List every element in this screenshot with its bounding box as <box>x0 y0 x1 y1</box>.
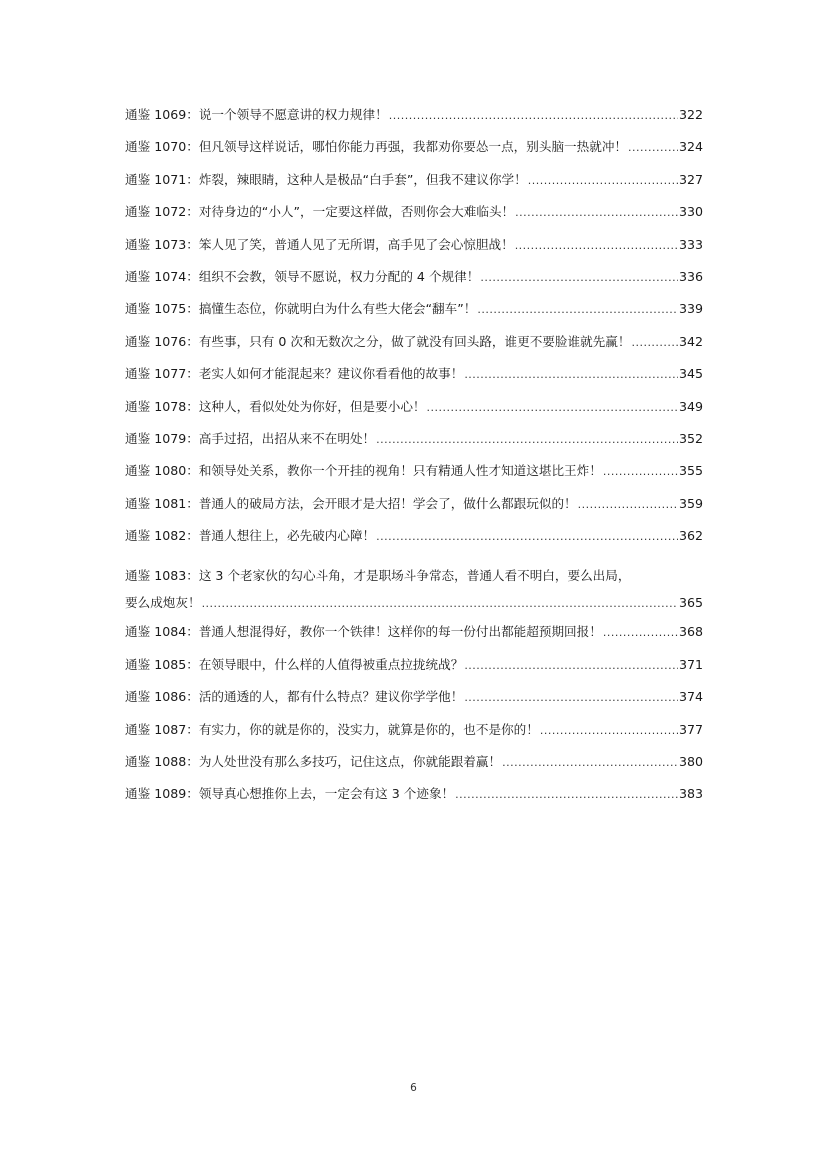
toc-dot-leader <box>464 659 678 672</box>
toc-entry[interactable] <box>125 298 703 330</box>
toc-entry-title: 通鉴 1079：高手过招，出招从来不在明处！ <box>125 430 376 446</box>
toc-entry[interactable] <box>125 654 703 686</box>
toc-entry-title: 通鉴 1072：对待身边的“小人”，一定要这样做，否则你会大难临头！ <box>125 204 515 220</box>
toc-dot-leader <box>455 788 678 801</box>
toc-entry-page: 339 <box>678 301 703 317</box>
toc-entry[interactable] <box>125 396 703 428</box>
toc-entry-title: 通鉴 1081：普通人的破局方法，会开眼才是大招！学会了，做什么都跟玩似的！ <box>125 495 577 511</box>
toc-dot-leader <box>603 626 678 639</box>
toc-dot-leader <box>464 691 678 704</box>
toc-entry-page: 330 <box>678 204 703 220</box>
toc-entry-page: 342 <box>678 333 703 349</box>
toc-dot-leader <box>603 465 678 478</box>
toc-entry-page: 368 <box>678 624 703 640</box>
toc-entry-page: 377 <box>678 721 703 737</box>
toc-entry-title: 通鉴 1074：组织不会教，领导不愿说，权力分配的 4 个规律！ <box>125 268 480 284</box>
toc-entry-page: 380 <box>678 754 703 770</box>
toc-entry-page: 383 <box>678 786 703 802</box>
toc-entry-title: 通鉴 1075：搞懂生态位，你就明白为什么有些大佬会“翻车”！ <box>125 301 477 317</box>
toc-entry-title: 通鉴 1070：但凡领导这样说话，哪怕你能力再强，我都劝你要怂一点，别头脑一热就冲！ <box>125 139 628 155</box>
toc-entry[interactable] <box>125 783 703 815</box>
toc-entry[interactable] <box>125 234 703 266</box>
toc-entry[interactable] <box>125 621 703 653</box>
toc-entry[interactable] <box>125 525 703 557</box>
page-number: 6 <box>410 1082 417 1094</box>
toc-entry[interactable] <box>125 493 703 525</box>
toc-entry-title: 通鉴 1076：有些事，只有 0 次和无数次之分，做了就没有回头路，谁更不要脸谁就先赢！ <box>125 333 631 349</box>
toc-entry-page: 352 <box>678 430 703 446</box>
toc-dot-leader <box>464 368 678 381</box>
toc-dot-leader <box>480 271 678 284</box>
toc-entry-page: 362 <box>678 528 703 544</box>
toc-dot-leader <box>515 239 678 252</box>
toc-entry-title: 通鉴 1089：领导真心想推你上去，一定会有这 3 个迹象！ <box>125 786 455 802</box>
toc-entry[interactable] <box>125 460 703 492</box>
toc-dot-leader <box>631 336 678 349</box>
toc-entry-page: 333 <box>678 236 703 252</box>
toc-entry-page: 324 <box>678 139 703 155</box>
toc-entry-title: 通鉴 1071：炸裂，辣眼睛，这种人是极品“白手套”，但我不建议你学！ <box>125 171 527 187</box>
toc-dot-leader <box>376 433 678 446</box>
table-of-contents <box>125 104 703 816</box>
toc-dot-leader <box>528 174 678 187</box>
toc-entry-page: 355 <box>678 463 703 479</box>
toc-entry[interactable] <box>125 136 703 168</box>
toc-entry-title: 通鉴 1080：和领导处关系，教你一个开挂的视角！只有精通人性才知道这堪比王炸！ <box>125 463 602 479</box>
toc-entry[interactable] <box>125 363 703 395</box>
toc-entry-page: 345 <box>678 366 703 382</box>
toc-entry-page: 371 <box>678 656 703 672</box>
toc-entry-line2 <box>125 589 703 617</box>
toc-entry-page: 359 <box>678 495 703 511</box>
toc-entry-title: 通鉴 1073：笨人见了笑，普通人见了无所谓，高手见了会心惊胆战！ <box>125 236 514 252</box>
toc-entry-page: 365 <box>678 595 703 611</box>
toc-entry-title: 通鉴 1086：活的通透的人，都有什么特点？建议你学学他！ <box>125 689 464 705</box>
toc-entry-title: 通鉴 1087：有实力，你的就是你的，没实力，就算是你的，也不是你的！ <box>125 721 539 737</box>
toc-entry[interactable] <box>125 719 703 751</box>
toc-entry[interactable] <box>125 686 703 718</box>
toc-entry-title: 通鉴 1084：普通人想混得好，教你一个铁律！这样你的每一份付出都能超预期回报！ <box>125 624 602 640</box>
toc-dot-leader <box>477 303 678 316</box>
toc-entry-title: 通鉴 1077：老实人如何才能混起来？建议你看看他的故事！ <box>125 366 464 382</box>
toc-entry-title: 通鉴 1088：为人处世没有那么多技巧，记住这点，你就能跟着赢！ <box>125 754 502 770</box>
toc-entry[interactable] <box>125 751 703 783</box>
toc-entry[interactable] <box>125 331 703 363</box>
toc-entry-page: 374 <box>678 689 703 705</box>
toc-entry-title-line1: 通鉴 1083：这 3 个老家伙的勾心斗角，才是职场斗争常态，普通人看不明白，要么出局， <box>125 568 631 584</box>
toc-entry-title-line2: 要么成炮灰！ <box>125 595 201 611</box>
toc-dot-leader <box>540 724 678 737</box>
toc-dot-leader <box>202 590 678 617</box>
toc-entry-page: 322 <box>678 107 703 122</box>
toc-entry[interactable] <box>125 169 703 201</box>
toc-entry-title: 通鉴 1082：普通人想往上，必先破内心障！ <box>125 528 376 544</box>
toc-dot-leader <box>427 401 678 414</box>
toc-dot-leader <box>578 498 678 511</box>
toc-dot-leader <box>502 756 678 769</box>
toc-entry-title: 通鉴 1085：在领导眼中，什么样的人值得被重点拉拢统战？ <box>125 656 464 672</box>
toc-entry-title: 通鉴 1078：这种人，看似处处为你好，但是要小心！ <box>125 398 426 414</box>
toc-dot-leader <box>389 109 678 122</box>
toc-entry[interactable] <box>125 266 703 298</box>
toc-entry-page: 336 <box>678 268 703 284</box>
toc-entry-title: 通鉴 1069：说一个领导不愿意讲的权力规律！ <box>125 107 388 122</box>
toc-dot-leader <box>515 206 678 219</box>
toc-dot-leader <box>628 141 678 154</box>
toc-entry-page: 327 <box>678 171 703 187</box>
toc-entry[interactable] <box>125 428 703 460</box>
toc-entry-wrapped[interactable] <box>125 562 703 617</box>
toc-dot-leader <box>376 530 678 543</box>
toc-entry-page: 349 <box>678 398 703 414</box>
toc-entry[interactable] <box>125 201 703 233</box>
toc-entry[interactable] <box>125 104 703 136</box>
